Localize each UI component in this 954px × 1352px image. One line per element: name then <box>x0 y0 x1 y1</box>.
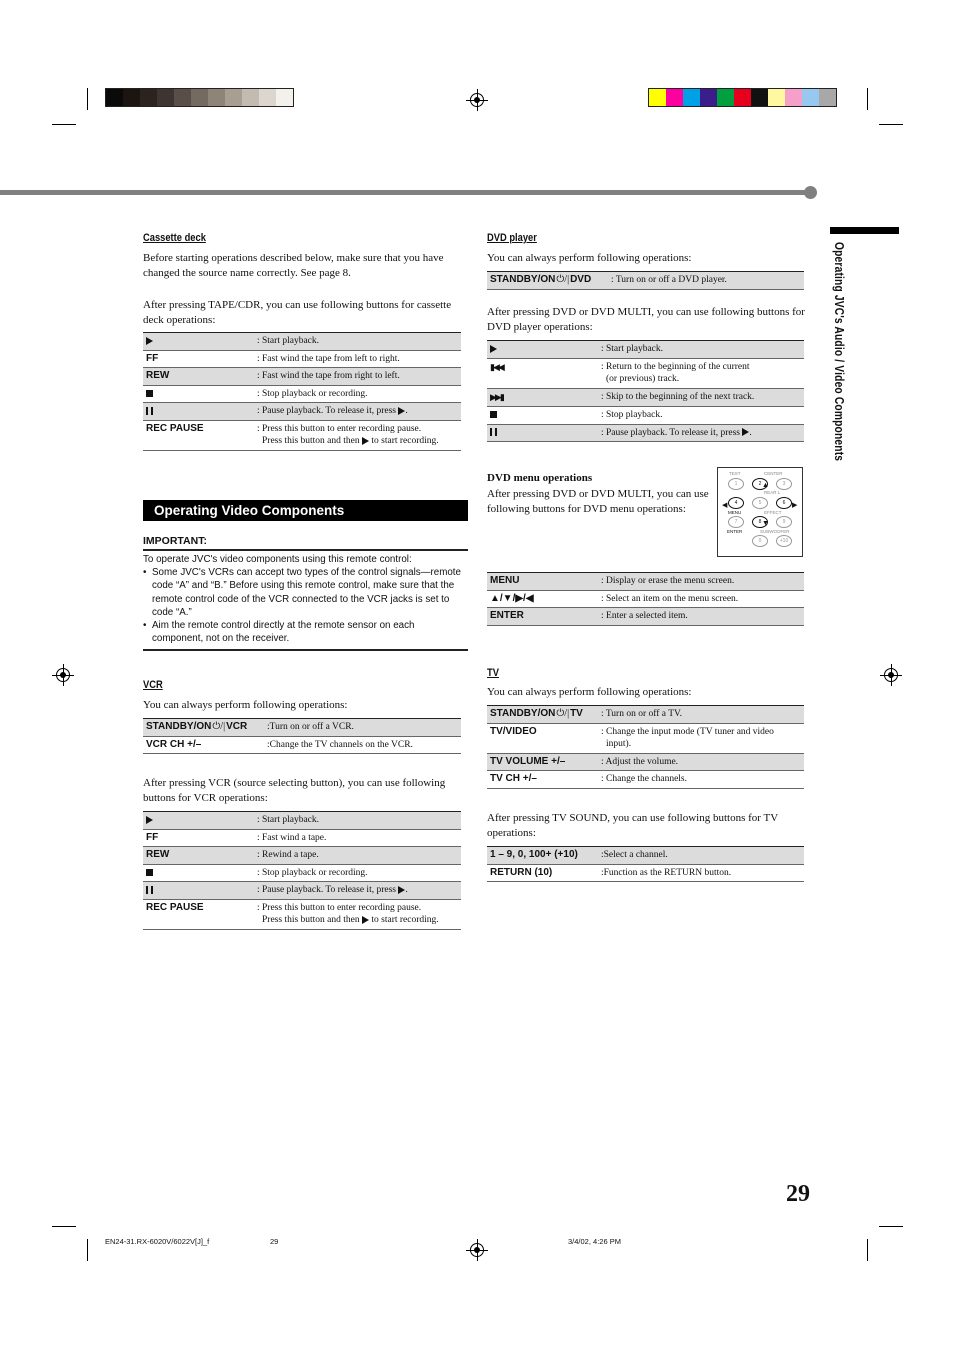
important-label: IMPORTANT: <box>143 535 207 547</box>
remote-number-button: 3 <box>776 478 792 490</box>
sidebar-title: Operating JVC's Audio / Video Components <box>832 242 846 462</box>
button-key: RETURN (10) <box>487 864 598 882</box>
stop-icon <box>146 869 153 876</box>
button-description: : Fast wind the tape from right to left. <box>254 368 461 386</box>
table-row <box>143 333 461 350</box>
button-description: : Adjust the volume. <box>598 753 804 771</box>
remote-illustration <box>717 467 803 557</box>
arrow-icon: ▲ <box>762 482 769 489</box>
page-number: 29 <box>786 1181 810 1207</box>
color-swatch <box>174 89 191 106</box>
button-description: : Change the input mode (TV tuner and video input). <box>598 723 804 753</box>
button-description: : Turn on or off a TV. <box>598 706 804 723</box>
dvd-after: After pressing DVD or DVD MULTI, you can use following buttons for DVD player operations: <box>487 306 805 333</box>
dvd-menu-table <box>487 573 804 626</box>
color-swatch <box>208 89 225 106</box>
important-bullet: • Aim the remote control directly at the remote sensor on each component, not on the receiver. <box>143 620 415 645</box>
button-description: : Pause playback. To release it, press . <box>254 882 461 900</box>
color-swatch <box>717 89 734 106</box>
footer-file: EN24-31.RX-6020V/6022V[J]_f <box>105 1237 210 1246</box>
color-swatch <box>649 89 666 106</box>
button-key <box>143 333 254 350</box>
button-description: :Function as the RETURN button. <box>598 864 804 882</box>
table-row <box>487 573 804 590</box>
remote-label: EFFECT <box>764 510 782 515</box>
power-icon: ⏻/| <box>556 708 570 719</box>
pause-icon <box>490 428 497 436</box>
color-swatch <box>276 89 293 106</box>
tv-title: TV <box>487 667 499 679</box>
button-key <box>487 424 598 442</box>
table-row <box>487 272 804 289</box>
remote-number-button: 4 <box>728 497 744 509</box>
play-icon <box>398 886 405 894</box>
button-key <box>143 385 254 403</box>
arrow-icon: ▼ <box>762 520 769 527</box>
button-key: MENU <box>487 573 598 590</box>
arrow-icon: ◀ <box>722 502 728 509</box>
crop-mark <box>52 124 76 125</box>
table-row <box>143 899 461 929</box>
pause-icon <box>146 886 153 894</box>
button-description: : Fast wind a tape. <box>254 829 461 847</box>
button-key: STANDBY/ON⏻/|TV <box>487 706 598 723</box>
button-description: : Display or erase the menu screen. <box>598 573 804 590</box>
color-swatch <box>785 89 802 106</box>
play-icon <box>490 345 497 353</box>
color-swatch <box>259 89 276 106</box>
button-description: : Stop playback or recording. <box>254 864 461 882</box>
button-key: ENTER <box>487 608 598 626</box>
vcr-table <box>143 812 461 930</box>
color-swatch <box>106 89 123 106</box>
button-key <box>143 403 254 421</box>
vcr-after: After pressing VCR (source selecting button), you can use following buttons for VCR operations: <box>143 777 446 804</box>
cassette-table <box>143 333 461 451</box>
button-key: REC PAUSE <box>143 899 254 929</box>
dvd-always: You can always perform following operations: <box>487 252 692 264</box>
stop-icon <box>490 411 497 418</box>
color-swatch <box>768 89 785 106</box>
table-row <box>487 723 804 753</box>
button-key: FF <box>143 350 254 368</box>
button-description: : Return to the beginning of the current (or previous) track. <box>598 358 804 388</box>
cassette-intro: Before starting operations described below, make sure that you have changed the source name correctly. See page 8. <box>143 252 444 279</box>
button-key <box>143 864 254 882</box>
table-row <box>487 753 804 771</box>
table-row <box>143 420 461 450</box>
crop-mark <box>87 1239 88 1261</box>
dvd-always-table <box>487 272 804 290</box>
button-key: VCR CH +/– <box>143 736 264 754</box>
remote-number-button: 8 <box>752 516 768 528</box>
button-description: : Fast wind the tape from left to right. <box>254 350 461 368</box>
button-key <box>143 882 254 900</box>
play-icon <box>146 816 153 824</box>
crop-mark <box>867 1239 868 1261</box>
vcr-always-table <box>143 719 461 754</box>
button-key: REW <box>143 847 254 865</box>
remote-label: REAR L <box>764 490 781 495</box>
registration-mark-icon <box>884 668 898 682</box>
button-key: FF <box>143 829 254 847</box>
button-description: : Press this button to enter recording pause. Press this button and then to start recording. <box>254 420 461 450</box>
important-box <box>143 553 468 645</box>
button-key: ▲/▼/▶/◀ <box>487 590 598 608</box>
crop-mark <box>879 1226 903 1227</box>
remote-label: MENU <box>728 510 742 515</box>
stop-icon <box>146 390 153 397</box>
power-icon: ⏻/| <box>556 274 570 285</box>
vcr-always: You can always perform following operations: <box>143 699 348 711</box>
button-description: : Stop playback or recording. <box>254 385 461 403</box>
button-key <box>487 407 598 425</box>
button-description: : Press this button to enter recording pause. Press this button and then to start recording. <box>254 899 461 929</box>
tv-after: After pressing TV SOUND, you can use following buttons for TV operations: <box>487 812 778 839</box>
button-key <box>487 358 598 388</box>
color-bar-left <box>105 88 294 107</box>
dvd-menu-intro: After pressing DVD or DVD MULTI, you can use following buttons for DVD menu operations: <box>487 488 709 515</box>
header-rule-dot <box>804 186 817 199</box>
color-swatch <box>700 89 717 106</box>
button-key <box>143 812 254 829</box>
button-key <box>487 388 598 407</box>
table-row <box>487 608 804 626</box>
button-description: :Turn on or off a VCR. <box>264 719 461 736</box>
remote-label: ENTER <box>727 529 743 534</box>
color-swatch <box>734 89 751 106</box>
button-description: : Pause playback. To release it, press . <box>598 424 804 442</box>
table-row <box>487 590 804 608</box>
color-swatch <box>157 89 174 106</box>
table-row <box>487 388 804 407</box>
tv-always-table <box>487 706 804 789</box>
button-key: STANDBY/ON⏻/|VCR <box>143 719 264 736</box>
color-swatch <box>123 89 140 106</box>
table-row <box>487 847 804 864</box>
color-swatch <box>225 89 242 106</box>
registration-mark-icon <box>470 1243 484 1257</box>
button-description: : Turn on or off a DVD player. <box>608 272 804 289</box>
table-row <box>143 864 461 882</box>
color-swatch <box>666 89 683 106</box>
table-row <box>487 424 804 442</box>
footer-page: 29 <box>270 1237 279 1246</box>
button-key: 1 – 9, 0, 100+ (+10) <box>487 847 598 864</box>
table-row <box>487 358 804 388</box>
table-row <box>143 719 461 736</box>
table-row <box>487 341 804 358</box>
color-swatch <box>751 89 768 106</box>
button-key: TV CH +/– <box>487 771 598 789</box>
skip-forward-icon: ▶▶▮ <box>490 391 503 402</box>
button-key: TV/VIDEO <box>487 723 598 753</box>
registration-mark-icon <box>56 668 70 682</box>
play-icon <box>362 437 369 445</box>
skip-back-icon: ▮◀◀ <box>490 361 503 372</box>
cassette-title: Cassette deck <box>143 232 206 244</box>
table-row <box>143 829 461 847</box>
button-description: : Skip to the beginning of the next track. <box>598 388 804 407</box>
table-row <box>487 407 804 425</box>
play-icon <box>398 407 405 415</box>
remote-number-button: 0 <box>752 535 768 547</box>
crop-mark <box>52 1226 76 1227</box>
color-swatch <box>802 89 819 106</box>
crop-mark <box>879 124 903 125</box>
table-row <box>487 706 804 723</box>
header-rule <box>0 190 808 195</box>
crop-mark <box>867 88 868 110</box>
remote-number-button: 6 <box>776 497 792 509</box>
button-key <box>487 341 598 358</box>
color-swatch <box>191 89 208 106</box>
table-row <box>143 403 461 421</box>
crop-mark <box>87 88 88 110</box>
button-description: : Start playback. <box>598 341 804 358</box>
power-icon: ⏻/| <box>212 721 226 732</box>
table-row <box>143 368 461 386</box>
button-description: : Pause playback. To release it, press . <box>254 403 461 421</box>
table-row <box>143 350 461 368</box>
tv-table <box>487 847 804 882</box>
table-row <box>487 864 804 882</box>
vcr-title: VCR <box>143 679 163 691</box>
tv-always: You can always perform following operations: <box>487 686 692 698</box>
button-description: : Stop playback. <box>598 407 804 425</box>
remote-label: TEST <box>729 471 741 476</box>
button-description: : Start playback. <box>254 812 461 829</box>
button-description: : Enter a selected item. <box>598 608 804 626</box>
cassette-after: After pressing TAPE/CDR, you can use following buttons for cassette deck operations: <box>143 299 452 326</box>
color-swatch <box>683 89 700 106</box>
button-description: : Change the channels. <box>598 771 804 789</box>
video-heading-bar <box>143 500 468 521</box>
button-description: : Start playback. <box>254 333 461 350</box>
table-row <box>143 882 461 900</box>
important-bullet: • Some JVC's VCRs can accept two types of the control signals—remote code “A” and “B.” Before using this remote control, make sure that the remote control code of the VCR connected to the VCR jacks is set to code “A.” <box>143 567 461 618</box>
video-heading: Operating Video Components <box>154 503 345 518</box>
table-row <box>487 771 804 789</box>
remote-label: SUBWOOFER <box>760 529 790 534</box>
registration-mark-icon <box>470 93 484 107</box>
pause-icon <box>146 407 153 415</box>
remote-number-button: 2 <box>752 478 768 490</box>
button-key: REW <box>143 368 254 386</box>
footer-date: 3/4/02, 4:26 PM <box>568 1237 621 1246</box>
dvd-menu-title: DVD menu operations <box>487 472 593 484</box>
table-row <box>143 847 461 865</box>
remote-number-button: 1 <box>728 478 744 490</box>
button-description: : Rewind a tape. <box>254 847 461 865</box>
color-swatch <box>819 89 836 106</box>
remote-number-button: 7 <box>728 516 744 528</box>
important-intro: To operate JVC's video components using this remote control: <box>143 554 412 565</box>
color-swatch <box>140 89 157 106</box>
dvd-table <box>487 341 804 442</box>
button-description: : Select an item on the menu screen. <box>598 590 804 608</box>
remote-number-button: +10 <box>776 535 792 547</box>
table-row <box>143 736 461 754</box>
button-key: REC PAUSE <box>143 420 254 450</box>
play-icon <box>362 916 369 924</box>
color-swatch <box>242 89 259 106</box>
remote-label: CENTER <box>764 471 783 476</box>
play-icon <box>742 428 749 436</box>
color-bar-right <box>648 88 837 107</box>
button-description: :Change the TV channels on the VCR. <box>264 736 461 754</box>
play-icon <box>146 337 153 345</box>
button-key: TV VOLUME +/– <box>487 753 598 771</box>
remote-number-button: 5 <box>752 497 768 509</box>
button-description: :Select a channel. <box>598 847 804 864</box>
arrow-icon: ▶ <box>792 502 798 509</box>
table-row <box>143 385 461 403</box>
dvd-title: DVD player <box>487 232 537 244</box>
sidebar-tab <box>830 227 899 234</box>
button-key: STANDBY/ON⏻/|DVD <box>487 272 608 289</box>
remote-number-button: 9 <box>776 516 792 528</box>
table-row <box>143 812 461 829</box>
